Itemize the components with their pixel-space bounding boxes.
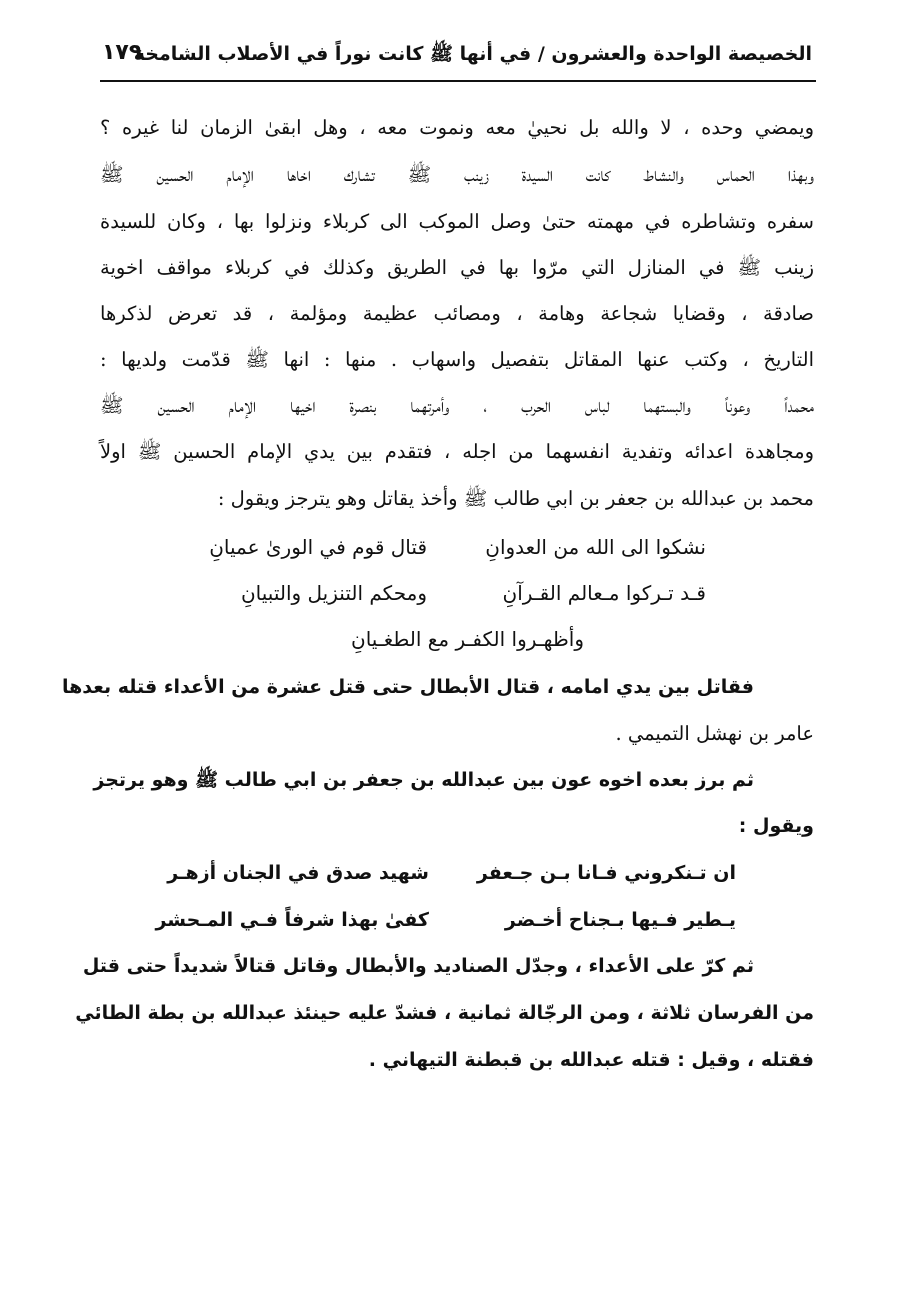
text-line: زينب ﷺ في المنازل التي مرّوا بها في الطريق وكذلك في كربلاء مواقف اخوية [100, 256, 814, 279]
poem-hemistich: كفىٰ بهذا شرفاً فـي المـحشر [155, 909, 429, 931]
text-line: وبهذا الحماس والنشاط كانت السيدة زينب ﷺ تشارك اخاها الإمام الحسين ﷺ [100, 163, 814, 186]
text-line: ويمضي وحده ، لا والله بل نحييٰ معه ونموت معه ، وهل ابقىٰ الزمان لنا غيره ؟ [100, 116, 814, 139]
text-line: فقتله ، وقيل : قتله عبدالله بن قبطنة التيهاني . [368, 1049, 814, 1071]
body-text [62, 0, 814, 1307]
poem-hemistich: يـطير فـيها بـجناح أخـضر [504, 909, 736, 931]
poem-hemistich: قـد تـركوا مـعالم القـرآنِ [502, 581, 706, 605]
text-line: صادقة ، وقضايا شجاعة وهامة ، ومصائب عظيمة ومؤلمة ، قد تعرض لذكرها [100, 302, 814, 325]
text-line: ثم برز بعده اخوه عون بين عبدالله بن جعفر بن ابي طالب ﷺ وهو يرتجز [93, 769, 754, 791]
page-number: ١٧٩ [102, 40, 143, 65]
text-line: ويقول : [738, 815, 814, 837]
poem-hemistich: ان تـنكروني فـانا بـن جـعفر [476, 862, 736, 884]
text-line: محمداً وعوناً والبستهما لباس الحرب ، وأمرتهما بنصرة اخيها الإمام الحسين ﷺ [100, 394, 814, 417]
chapter-title: الخصيصة الواحدة والعشرون / في أنها ﷺ كانت نوراً في الأصلاب الشامخة [133, 43, 812, 65]
text-line: سفره وتشاطره في مهمته حتىٰ وصل الموكب الى كربلاء ونزلوا بها ، وكان للسيدة [100, 210, 814, 233]
text-line: محمد بن عبدالله بن جعفر بن ابي طالب ﷺ وأخذ يقاتل وهو يترجز ويقول : [217, 487, 814, 510]
poem-hemistich: قتال قوم في الورىٰ عميانِ [209, 535, 427, 559]
text-line: من الفرسان ثلاثة ، ومن الرجّالة ثمانية ، فشدّ عليه حينئذ عبدالله بن بطة الطائي [75, 1002, 814, 1024]
poem-hemistich: نشكوا الى الله من العدوانِ [485, 535, 706, 559]
text-line: التاريخ ، وكتب عنها المقاتل بتفصيل واسهاب . منها : انها ﷺ قدّمت ولديها : [100, 348, 814, 371]
poem-hemistich: ومحكم التنزيل والتبيانِ [240, 581, 427, 605]
poem-hemistich: وأظهـروا الكفـر مع الطغـيانِ [351, 627, 584, 651]
text-line: عامر بن نهشل التميمي . [615, 722, 814, 745]
text-line: فقاتل بين يدي امامه ، قتال الأبطال حتى قتل عشرة من الأعداء قتله بعدها [62, 676, 754, 698]
text-line: ومجاهدة اعدائه وتفدية انفسهما من اجله ، فتقدم بين يدي الإمام الحسين ﷺ اولاً [100, 440, 814, 463]
poem-hemistich: شهيد صدق في الجنان أزهـر [167, 862, 429, 884]
text-line: ثم كرّ على الأعداء ، وجدّل الصناديد والأبطال وقاتل قتالاً شديداً حتى قتل [82, 955, 754, 977]
